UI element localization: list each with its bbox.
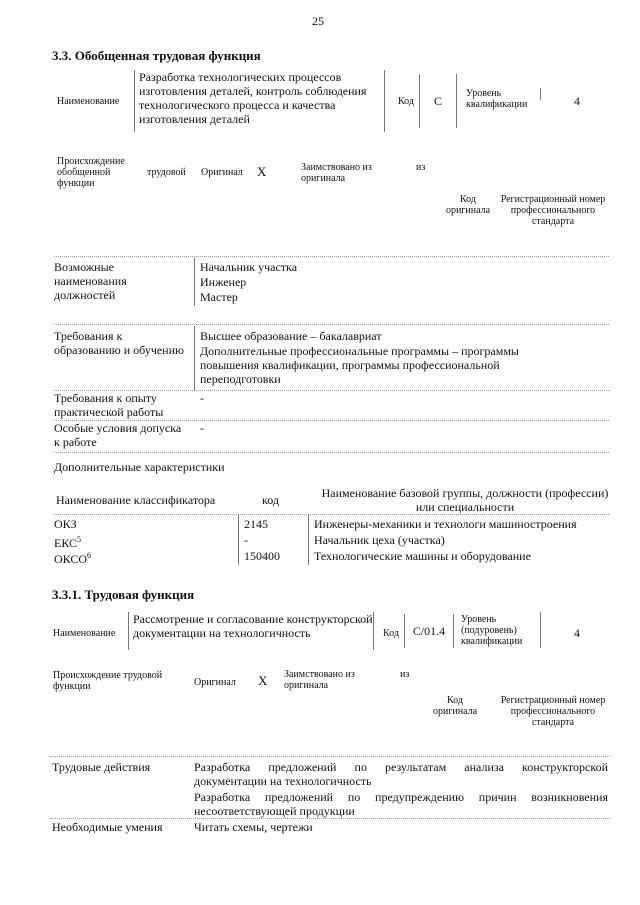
code-okz: 2145 bbox=[244, 517, 268, 531]
action-item: Разработка предложений по результатам анализа конструкторской документации на технологичность bbox=[194, 760, 608, 788]
classifier-okz: ОКЗ bbox=[54, 517, 77, 531]
code-box bbox=[404, 614, 454, 648]
original-label: Оригинал bbox=[194, 677, 236, 688]
experience-label: Требования к опыту практической работы bbox=[54, 391, 164, 419]
group-header: Наименование базовой группы, должности (профессии) или специальности bbox=[321, 486, 609, 514]
skill-item: Читать схемы, чертежи bbox=[194, 820, 313, 834]
group-eks: Начальник цеха (участка) bbox=[314, 533, 445, 547]
code-eks: - bbox=[244, 533, 248, 547]
subsection-heading: 3.3.1. Трудовая функция bbox=[52, 587, 195, 602]
borrowed-label: Заимствовано из оригинала bbox=[301, 162, 372, 184]
experience-value: - bbox=[200, 391, 204, 405]
possible-names-label: Возможные наименования должностей bbox=[54, 260, 127, 302]
skills-label: Необходимые умения bbox=[52, 820, 163, 834]
name-label: Наименование bbox=[53, 628, 116, 639]
education-line: Дополнительные профессиональные программы – программы повышения квалификации, программы профессиональной переподготовки bbox=[200, 344, 519, 386]
orig-code-label: Код оригинала bbox=[432, 695, 478, 717]
original-mark: X bbox=[257, 164, 267, 179]
function-name: Рассмотрение и согласование конструкторской документации на технологичность bbox=[128, 612, 374, 650]
education-label: Требования к образованию и обучению bbox=[54, 329, 184, 357]
origin-label: Происхождение обобщенной функции bbox=[57, 156, 125, 189]
group-okso: Технологические машины и оборудование bbox=[314, 549, 531, 563]
reg-number-label: Регистрационный номер профессионального стандарта bbox=[500, 194, 606, 227]
special-conditions-value: - bbox=[200, 421, 204, 435]
page-number: 25 bbox=[312, 14, 324, 28]
from-label: из bbox=[416, 162, 426, 173]
code-value: C bbox=[433, 94, 442, 108]
classifier-header: Наименование классификатора bbox=[56, 493, 216, 507]
action-item: Разработка предложений по предупреждению причин возникновения несоответствующей продукции bbox=[194, 790, 608, 818]
group-okz: Инженеры-механики и технологи машиностроения bbox=[314, 517, 577, 531]
extra-heading: Дополнительные характеристики bbox=[54, 460, 225, 474]
education-line: Высшее образование – бакалавриат bbox=[200, 329, 382, 343]
code-label: Код bbox=[383, 628, 399, 639]
code-value: C/01.4 bbox=[412, 624, 446, 638]
actions-label: Трудовые действия bbox=[52, 760, 151, 774]
code-box bbox=[419, 74, 457, 128]
level-label: Уровень квалификации bbox=[466, 88, 528, 110]
classifier-okso: ОКСО$^6$ bbox=[54, 551, 92, 566]
code-label: Код bbox=[398, 96, 414, 107]
special-conditions-label: Особые условия допуска к работе bbox=[54, 421, 182, 449]
possible-name: Начальник участка bbox=[200, 260, 298, 274]
classifier-eks: ЕКС$^5$ bbox=[54, 535, 82, 550]
possible-name: Мастер bbox=[200, 290, 238, 304]
section-heading: 3.3. Обобщенная трудовая функция bbox=[52, 48, 261, 63]
level-label: Уровень (подуровень) квалификации bbox=[461, 614, 523, 647]
name-label: Наименование bbox=[57, 96, 120, 107]
origin-word: трудовой bbox=[147, 167, 186, 178]
function-name: Разработка технологических процессов изготовления деталей, контроль соблюдения технологического процесса и качества изготовления деталей bbox=[134, 70, 385, 132]
original-mark: X bbox=[258, 673, 268, 688]
level-value: 4 bbox=[574, 94, 580, 108]
possible-name: Инженер bbox=[200, 275, 247, 289]
borrowed-label: Заимствовано из оригинала bbox=[284, 669, 355, 691]
level-value: 4 bbox=[574, 626, 580, 640]
reg-number-label: Регистрационный номер профессионального стандарта bbox=[500, 695, 606, 728]
original-label: Оригинал bbox=[201, 167, 243, 178]
from-label: из bbox=[400, 669, 410, 680]
code-header: код bbox=[262, 493, 279, 507]
origin-label: Происхождение трудовой функции bbox=[53, 670, 163, 692]
orig-code-label: Код оригинала bbox=[445, 194, 491, 216]
code-okso: 150400 bbox=[244, 549, 280, 563]
